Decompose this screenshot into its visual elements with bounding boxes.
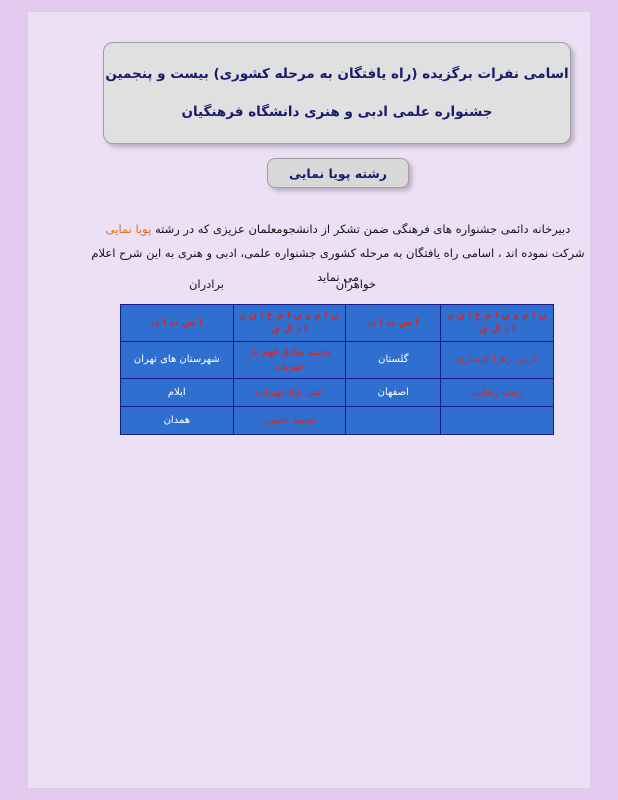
- subject-chip-label: رشته پویا نمایی: [289, 165, 387, 181]
- cell-brother-name: محمد حاتمی: [233, 407, 346, 435]
- cell-sister-name: نازنین زهرا کهساری: [441, 342, 554, 379]
- cell-sister-name: [441, 407, 554, 435]
- cell-brother-province: شهرستان های تهران: [121, 342, 234, 379]
- title-line-2: جشنواره علمی ادبی و هنری دانشگاه فرهنگیان: [181, 104, 493, 120]
- cell-sister-name: زینب رضایی: [441, 379, 554, 407]
- cell-brother-name: علی نژاد نهیرات: [233, 379, 346, 407]
- table-row: [121, 407, 554, 435]
- intro-paragraph-part1: دبیرخانه دائمی جشنواره های فرهنگی ضمن تشکر از دانشجومعلمان عزیزی که در رشته: [151, 222, 571, 236]
- title-line-1: اسامی نفرات برگزیده (راه یافتگان به مرحله کشوری) بیست و پنجمین: [105, 66, 569, 82]
- results-table: [120, 304, 554, 435]
- cell-sister-province: [346, 407, 441, 435]
- cell-brother-name: محمد صادق فهم ناز مهربان: [233, 342, 346, 379]
- cell-sister-province: اصفهان: [346, 379, 441, 407]
- document-inner-frame: [28, 12, 590, 788]
- intro-paragraph-highlight: پویا نمایی: [105, 222, 152, 236]
- cell-brother-province: ایلام: [121, 379, 234, 407]
- subject-chip: [267, 158, 409, 188]
- cell-sister-province: گلستان: [346, 342, 441, 379]
- th-sister-name: ن ا م و ن ا م خ ا ن و ا د گ ی: [441, 305, 554, 342]
- th-brother-province: ا س ت ا ن: [121, 305, 234, 342]
- th-sister-province: ا س ت ا ن: [346, 305, 441, 342]
- gender-header-row: [120, 277, 554, 297]
- intro-paragraph-part2: شرکت نموده اند ، اسامی راه یافتگان به مرحله کشوری جشنواره علمی، ادبی و هنری به این شرح اعلام می نماید: [91, 246, 585, 284]
- cell-brother-province: همدان: [121, 407, 234, 435]
- table-row: [121, 342, 554, 379]
- th-brother-name: ن ا م و ن ا م خ ا ن و ا د گ ی: [233, 305, 346, 342]
- gender-header-brothers: برادران: [188, 277, 224, 291]
- gender-header-sisters: خواهران: [335, 277, 376, 291]
- results-table-wrapper: [120, 304, 554, 435]
- table-header-row: [121, 305, 554, 342]
- table-row: [121, 379, 554, 407]
- title-banner: [103, 42, 571, 144]
